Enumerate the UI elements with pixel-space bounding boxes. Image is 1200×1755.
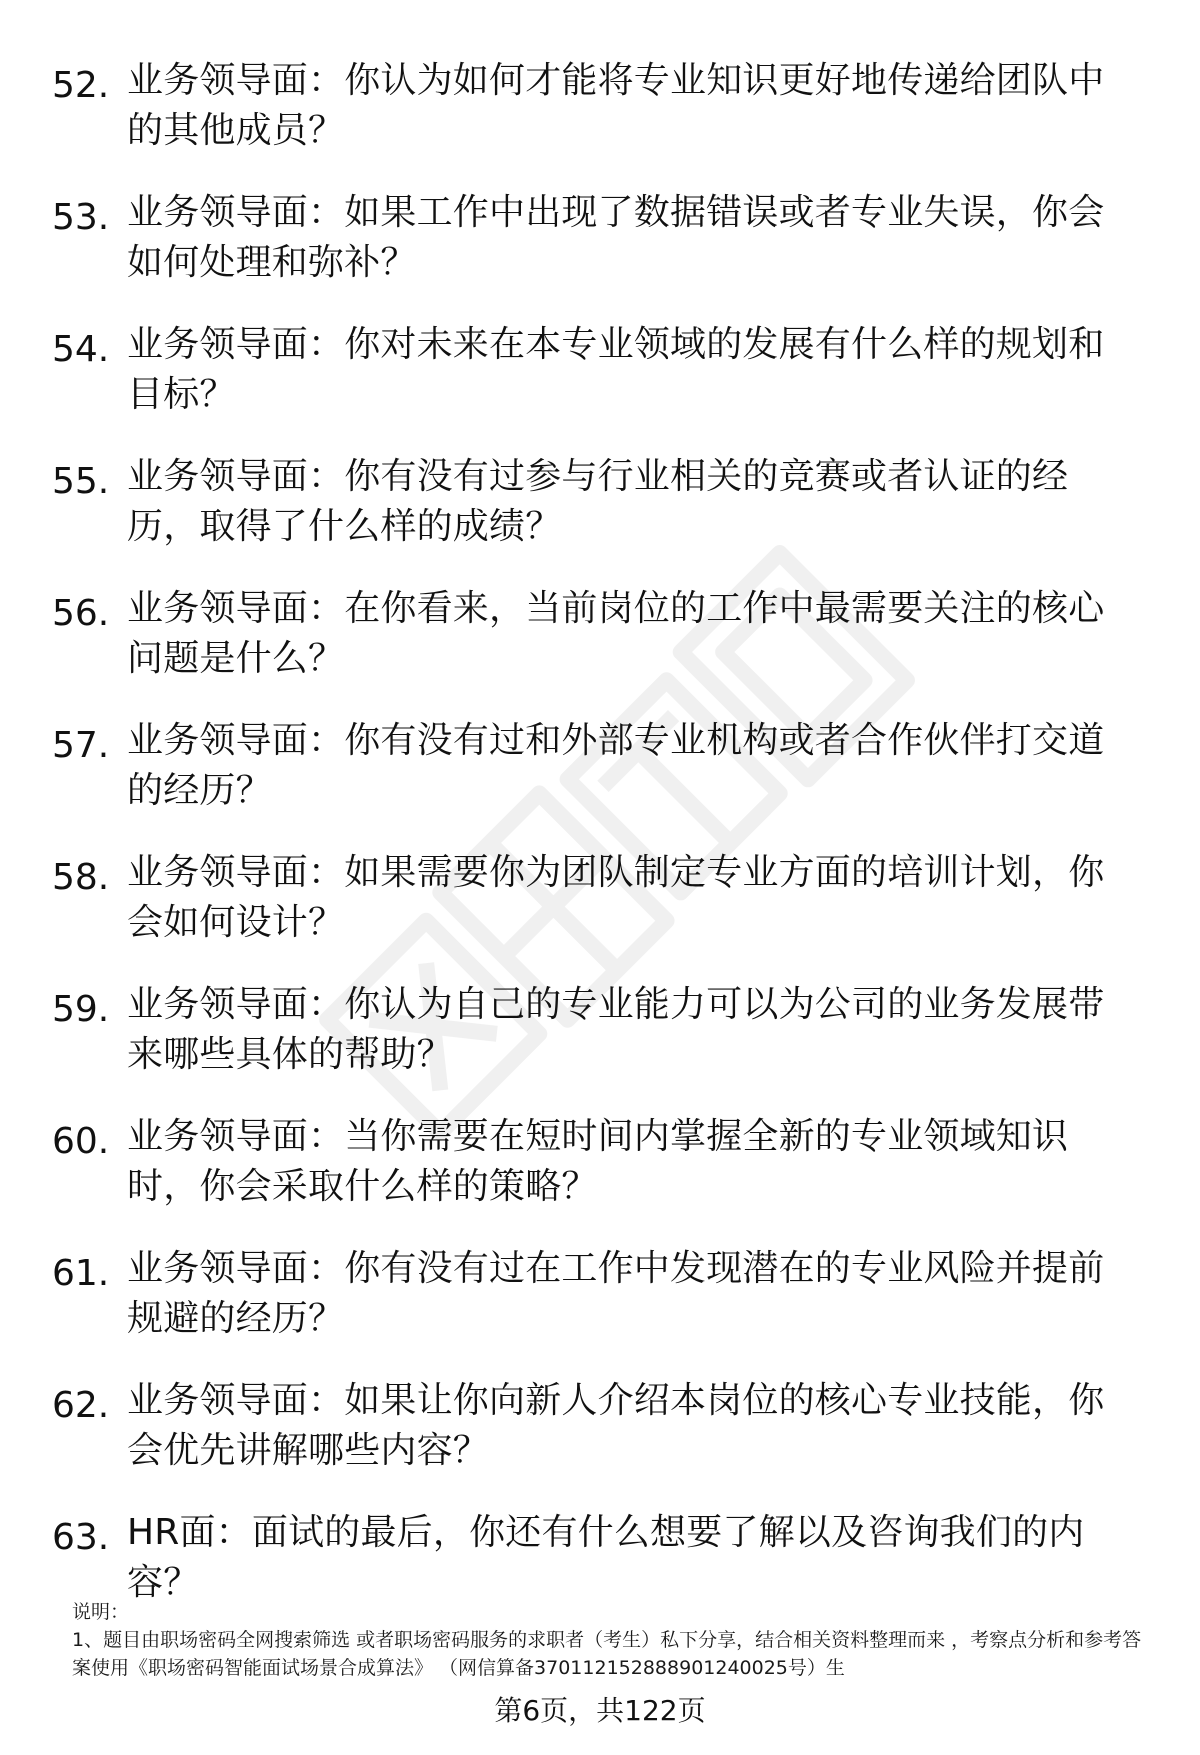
question-number: 53. bbox=[52, 197, 110, 238]
question-text: 业务领导面：你有没有过和外部专业机构或者合作伙伴打交道的经历？ bbox=[127, 720, 1105, 811]
question-number: 55. bbox=[52, 461, 110, 502]
page-number: 第6页，共122页 bbox=[494, 1694, 706, 1727]
question-number: 61. bbox=[52, 1253, 110, 1294]
list-item bbox=[52, 1244, 1152, 1376]
question-number: 60. bbox=[52, 1121, 110, 1162]
question-text: 业务领导面：如果让你向新人介绍本岗位的核心专业技能，你会优先讲解哪些内容？ bbox=[127, 1380, 1105, 1471]
list-item bbox=[52, 1376, 1152, 1508]
list-item bbox=[52, 716, 1152, 848]
notes-heading: 说明： bbox=[72, 1601, 130, 1623]
question-number: 54. bbox=[52, 329, 110, 370]
question-text: 业务领导面：当你需要在短时间内掌握全新的专业领域知识时，你会采取什么样的策略？ bbox=[127, 1116, 1069, 1207]
question-text: 业务领导面：你有没有过参与行业相关的竞赛或者认证的经历，取得了什么样的成绩？ bbox=[127, 456, 1069, 547]
question-number: 62. bbox=[52, 1385, 110, 1426]
question-number: 57. bbox=[52, 725, 110, 766]
list-item bbox=[52, 980, 1152, 1112]
question-number: 52. bbox=[52, 65, 110, 106]
list-item bbox=[52, 848, 1152, 980]
question-number: 56. bbox=[52, 593, 110, 634]
question-text: 业务领导面：如果工作中出现了数据错误或者专业失误，你会如何处理和弥补？ bbox=[127, 192, 1105, 283]
list-item bbox=[52, 188, 1152, 320]
notes-section bbox=[72, 1598, 1152, 1682]
question-text: 业务领导面：你有没有过在工作中发现潜在的专业风险并提前规避的经历？ bbox=[127, 1248, 1105, 1339]
list-item bbox=[52, 320, 1152, 452]
question-text: 业务领导面：你认为如何才能将专业知识更好地传递给团队中的其他成员？ bbox=[127, 60, 1105, 151]
question-list bbox=[52, 56, 1152, 1640]
question-text: HR面：面试的最后，你还有什么想要了解以及咨询我们的内容？ bbox=[127, 1512, 1085, 1603]
list-item bbox=[52, 1112, 1152, 1244]
question-number: 63. bbox=[52, 1517, 110, 1558]
question-text: 业务领导面：你认为自己的专业能力可以为公司的业务发展带来哪些具体的帮助？ bbox=[127, 984, 1105, 1075]
question-text: 业务领导面：你对未来在本专业领域的发展有什么样的规划和目标？ bbox=[127, 324, 1105, 415]
notes-item: 1、题目由职场密码全网搜索筛选 或者职场密码服务的求职者（考生）私下分享，结合相关资料整理而来 ，考察点分析和参考答案使用《职场密码智能面试场景合成算法》 （网信算备370112152888901240025号）生 bbox=[72, 1629, 1142, 1679]
list-item bbox=[52, 56, 1152, 188]
list-item bbox=[52, 452, 1152, 584]
question-text: 业务领导面：在你看来，当前岗位的工作中最需要关注的核心问题是什么？ bbox=[127, 588, 1105, 679]
question-number: 58. bbox=[52, 857, 110, 898]
question-text: 业务领导面：如果需要你为团队制定专业方面的培训计划，你会如何设计？ bbox=[127, 852, 1105, 943]
question-number: 59. bbox=[52, 989, 110, 1030]
list-item bbox=[52, 584, 1152, 716]
